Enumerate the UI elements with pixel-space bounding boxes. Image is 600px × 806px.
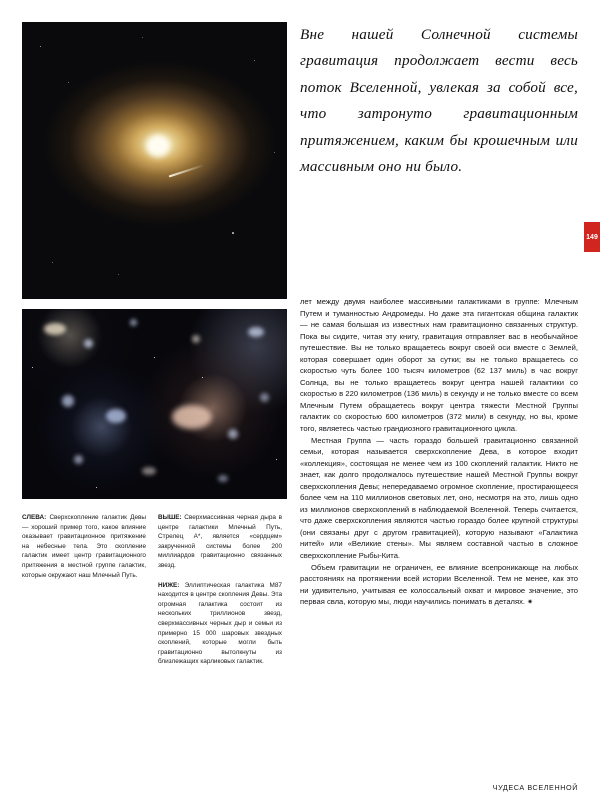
left-column [22,22,287,677]
caption-right-bottom-label: НИЖЕ: [158,581,180,589]
caption-right-top-text: Сверхмассивная черная дыра в центре галактики Млечный Путь, Стрелец A*, является «сердцем» закрученной системы более 200 миллиардов гравитационно связанных звезд. [158,514,282,569]
body-paragraph-2: Местная Группа — часть гораздо большей гравитационно связанной семьи, которая называется сверхскопление Дева, в которое входит «коллекция», состоящая не менее чем из 100 скоплений галактик. Никто не знает, как долго продолжалось путешествие нашей Местной Группы вокруг сверхскопления Девы; непередаваемо огромное скопление, простирающееся более чем на 110 миллионов световых лет, оно, несмотря на это, лишь одно из миллионов сверхскоплений в наблюдаемой Вселенной. Теперь считается, что даже сверхскопления являются частью гораздо более крупной структуры (они связаны друг с другом гравитацией), которую называют «Галактика нитей» или «Великие стены». Мы являем составной частью в сложное сверхскопление Рыбы-Кита. [300,435,578,561]
caption-right-top-label: ВЫШЕ: [158,514,182,521]
caption-left [22,513,146,580]
end-mark-icon: ✷ [527,599,534,607]
page-number: 149 [586,233,598,241]
caption-right-bottom [158,581,282,667]
elliptical-galaxy-photo [22,22,287,299]
body-paragraph-1: лет между двумя наиболее массивными галактиками в группе: Млечным Путем и туманностью Андромеды. Но даже эта гигантская община галактик — не самая большая из известных нам гравитационно связанных структур. Пока вы сидите, читая эту книгу, гравитация отправляет вас в необычайное путешествие. Вы не только вращаетесь вокруг своей оси вместе с Землей, которая совершает один оборот за сутки; вы не только вращаетесь со скоростью чуть более 100 тысяч километров (62 137 миль) в час вокруг Солнца, вы не только вращаетесь вокруг центра нашей галактики со скоростью в 220 километров (136 миль) в секунду и не только вместе со всем Млечным Путем обращаетесь вокруг центра тяжести Местной Группы галактик со скоростью 600 километров (372 мили) в секунду, но вы, кроме того, являетесь частью грандиозного гравитационного цикла. [300,297,578,434]
caption-right-bottom-text: Эллиптическая галактика M87 находится в центре скопления Девы. Эта огромная галактика состоит из нескольких триллионов звезд, сверхмассивных черных дыр и семьи из примерно 15 000 шаровых звездных скоплений, которые могли быть гравитационно вытолкнуты из близлежащих карликовых галактик. [158,581,282,666]
body-text [300,296,578,609]
caption-block [22,513,287,677]
right-column [300,22,578,180]
caption-column-left [22,513,146,677]
galaxy-cluster-photo [22,309,287,499]
caption-column-right [158,513,282,677]
page-number-tab [584,222,600,252]
lede-paragraph: Вне нашей Солнечной системы гравитация продолжает вести весь поток Вселенной, увлекая за собой все, что затронуто гравитационным притяжением, каким бы крошечным или массивным оно ни было. [300,26,578,176]
caption-right-top [158,513,282,571]
caption-left-text: Сверхскопление галактик Девы — хороший пример того, какое влияние оказывает гравитационное притяжение на небесные тела. Это скопление галактик имеет центр гравитационного притяжения в местной группе галактик, которые окружают наш Млечный Путь. [22,514,146,579]
footer-title: ЧУДЕСА ВСЕЛЕННОЙ [492,783,578,792]
body-paragraph-3-text: Объем гравитации не ограничен, ее влияние всепроникающе на любых расстояниях на протяжении всей истории Вселенной. Тем не менее, как это ни удивительно, учитывая ее колоссальный охват и мировое значение, это первая свла, которую мы, люди научились понимать в деталях. [300,562,578,607]
caption-left-label: СЛЕВА: [22,514,47,521]
body-paragraph-3 [300,562,578,609]
